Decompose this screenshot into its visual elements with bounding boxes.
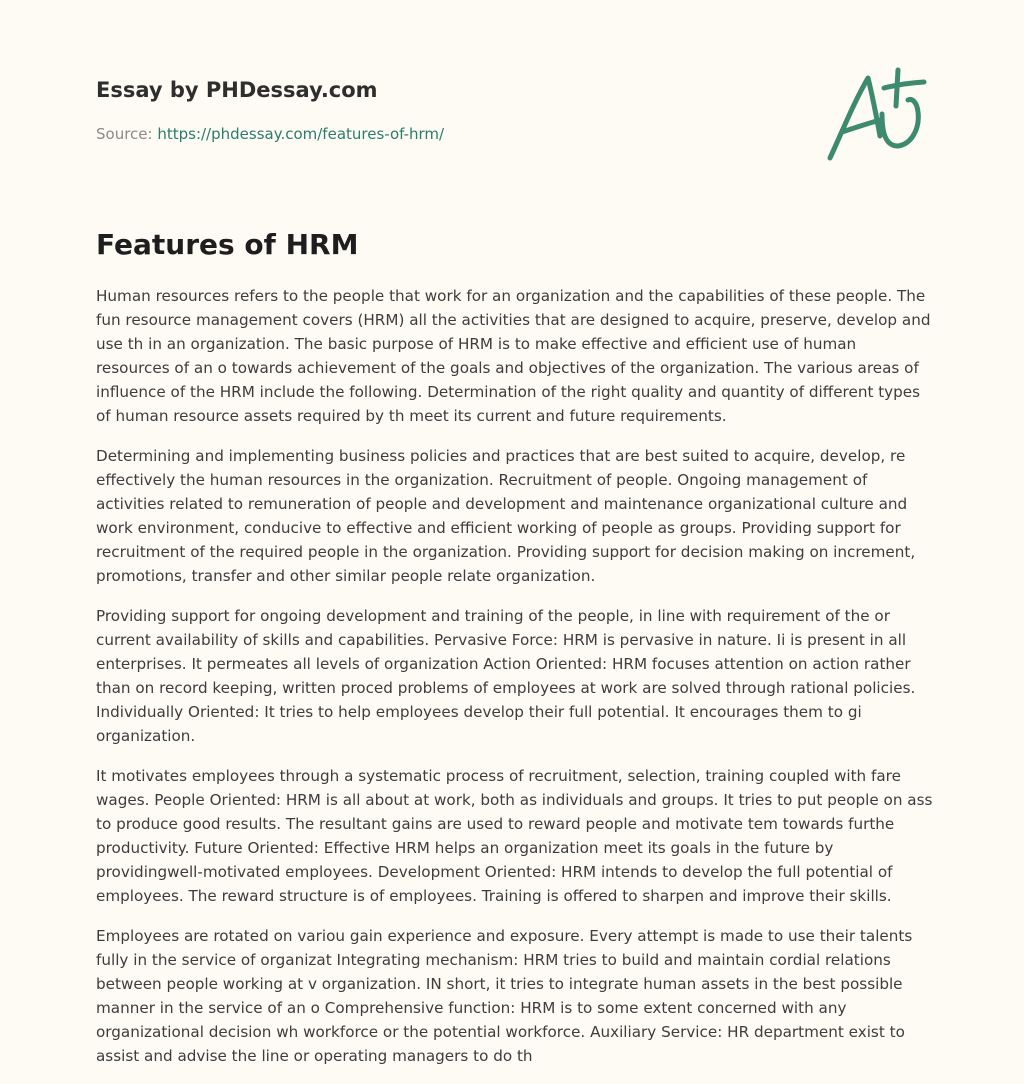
article-paragraph: Determining and implementing business policies and practices that are best suited to acquire, develop, re effectively the human resources in the organization. Recruitment of people. Ongoing management of activities related to remuneration of people and development and maintenance organizational culture and work environment, conducive to effective and efficient working of people as groups. Providing support for recruitment of the required people in the organization. Providing support for decision making on increment, promotions, transfer and other similar people relate organization.	[96, 447, 916, 585]
a-plus-grade-icon	[820, 64, 930, 164]
source-link[interactable]: https://phdessay.com/features-of-hrm/	[157, 125, 445, 143]
page-title: Features of HRM	[96, 228, 359, 261]
article-paragraph: Human resources refers to the people that work for an organization and the capabilities of these people. The fun resource management covers (HRM) all the activities that are designed to acquire, preserve, develop and use th in an organization. The basic purpose of HRM is to make effective and efficient use of human resources of an o towards achievement of the goals and objectives of the organization. The various areas of influence of the HRM include the following. Determination of the right quality and quantity of different types of human resource assets required by th meet its current and future requirements.	[96, 287, 931, 425]
article-body	[96, 284, 934, 1084]
site-title: Essay by PHDessay.com	[96, 78, 378, 102]
article-paragraph: Employees are rotated on variou gain experience and exposure. Every attempt is made to use their talents fully in the service of organizat Integrating mechanism: HRM tries to build and maintain cordial relations between people working at v organization. IN short, it tries to integrate human assets in the best possible manner in the service of an o Comprehensive function: HRM is to some extent concerned with any organizational decision wh workforce or the potential workforce. Auxiliary Service: HR department exist to assist and advise the line or operating managers to do th	[96, 927, 913, 1065]
article-paragraph: Providing support for ongoing development and training of the people, in line with requirement of the or current availability of skills and capabilities. Pervasive Force: HRM is pervasive in nature. Ii is present in all enterprises. It permeates all levels of organization Action Oriented: HRM focuses attention on action rather than on record keeping, written proced problems of employees at work are solved through rational policies. Individually Oriented: It tries to help employees develop their full potential. It encourages them to gi organization.	[96, 607, 916, 745]
source-line	[96, 124, 696, 144]
essay-header	[96, 76, 696, 144]
source-label: Source:	[96, 125, 158, 143]
article-paragraph: It motivates employees through a systematic process of recruitment, selection, training coupled with fare wages. People Oriented: HRM is all about at work, both as individuals and groups. It tries to put people on ass to produce good results. The resultant gains are used to reward people and motivate tem towards furthe productivity. Future Oriented: Effective HRM helps an organization meet its goals in the future by providingwell-motivated employees. Development Oriented: HRM intends to develop the full potential of employees. The reward structure is of employees. Training is offered to sharpen and improve their skills.	[96, 767, 933, 905]
